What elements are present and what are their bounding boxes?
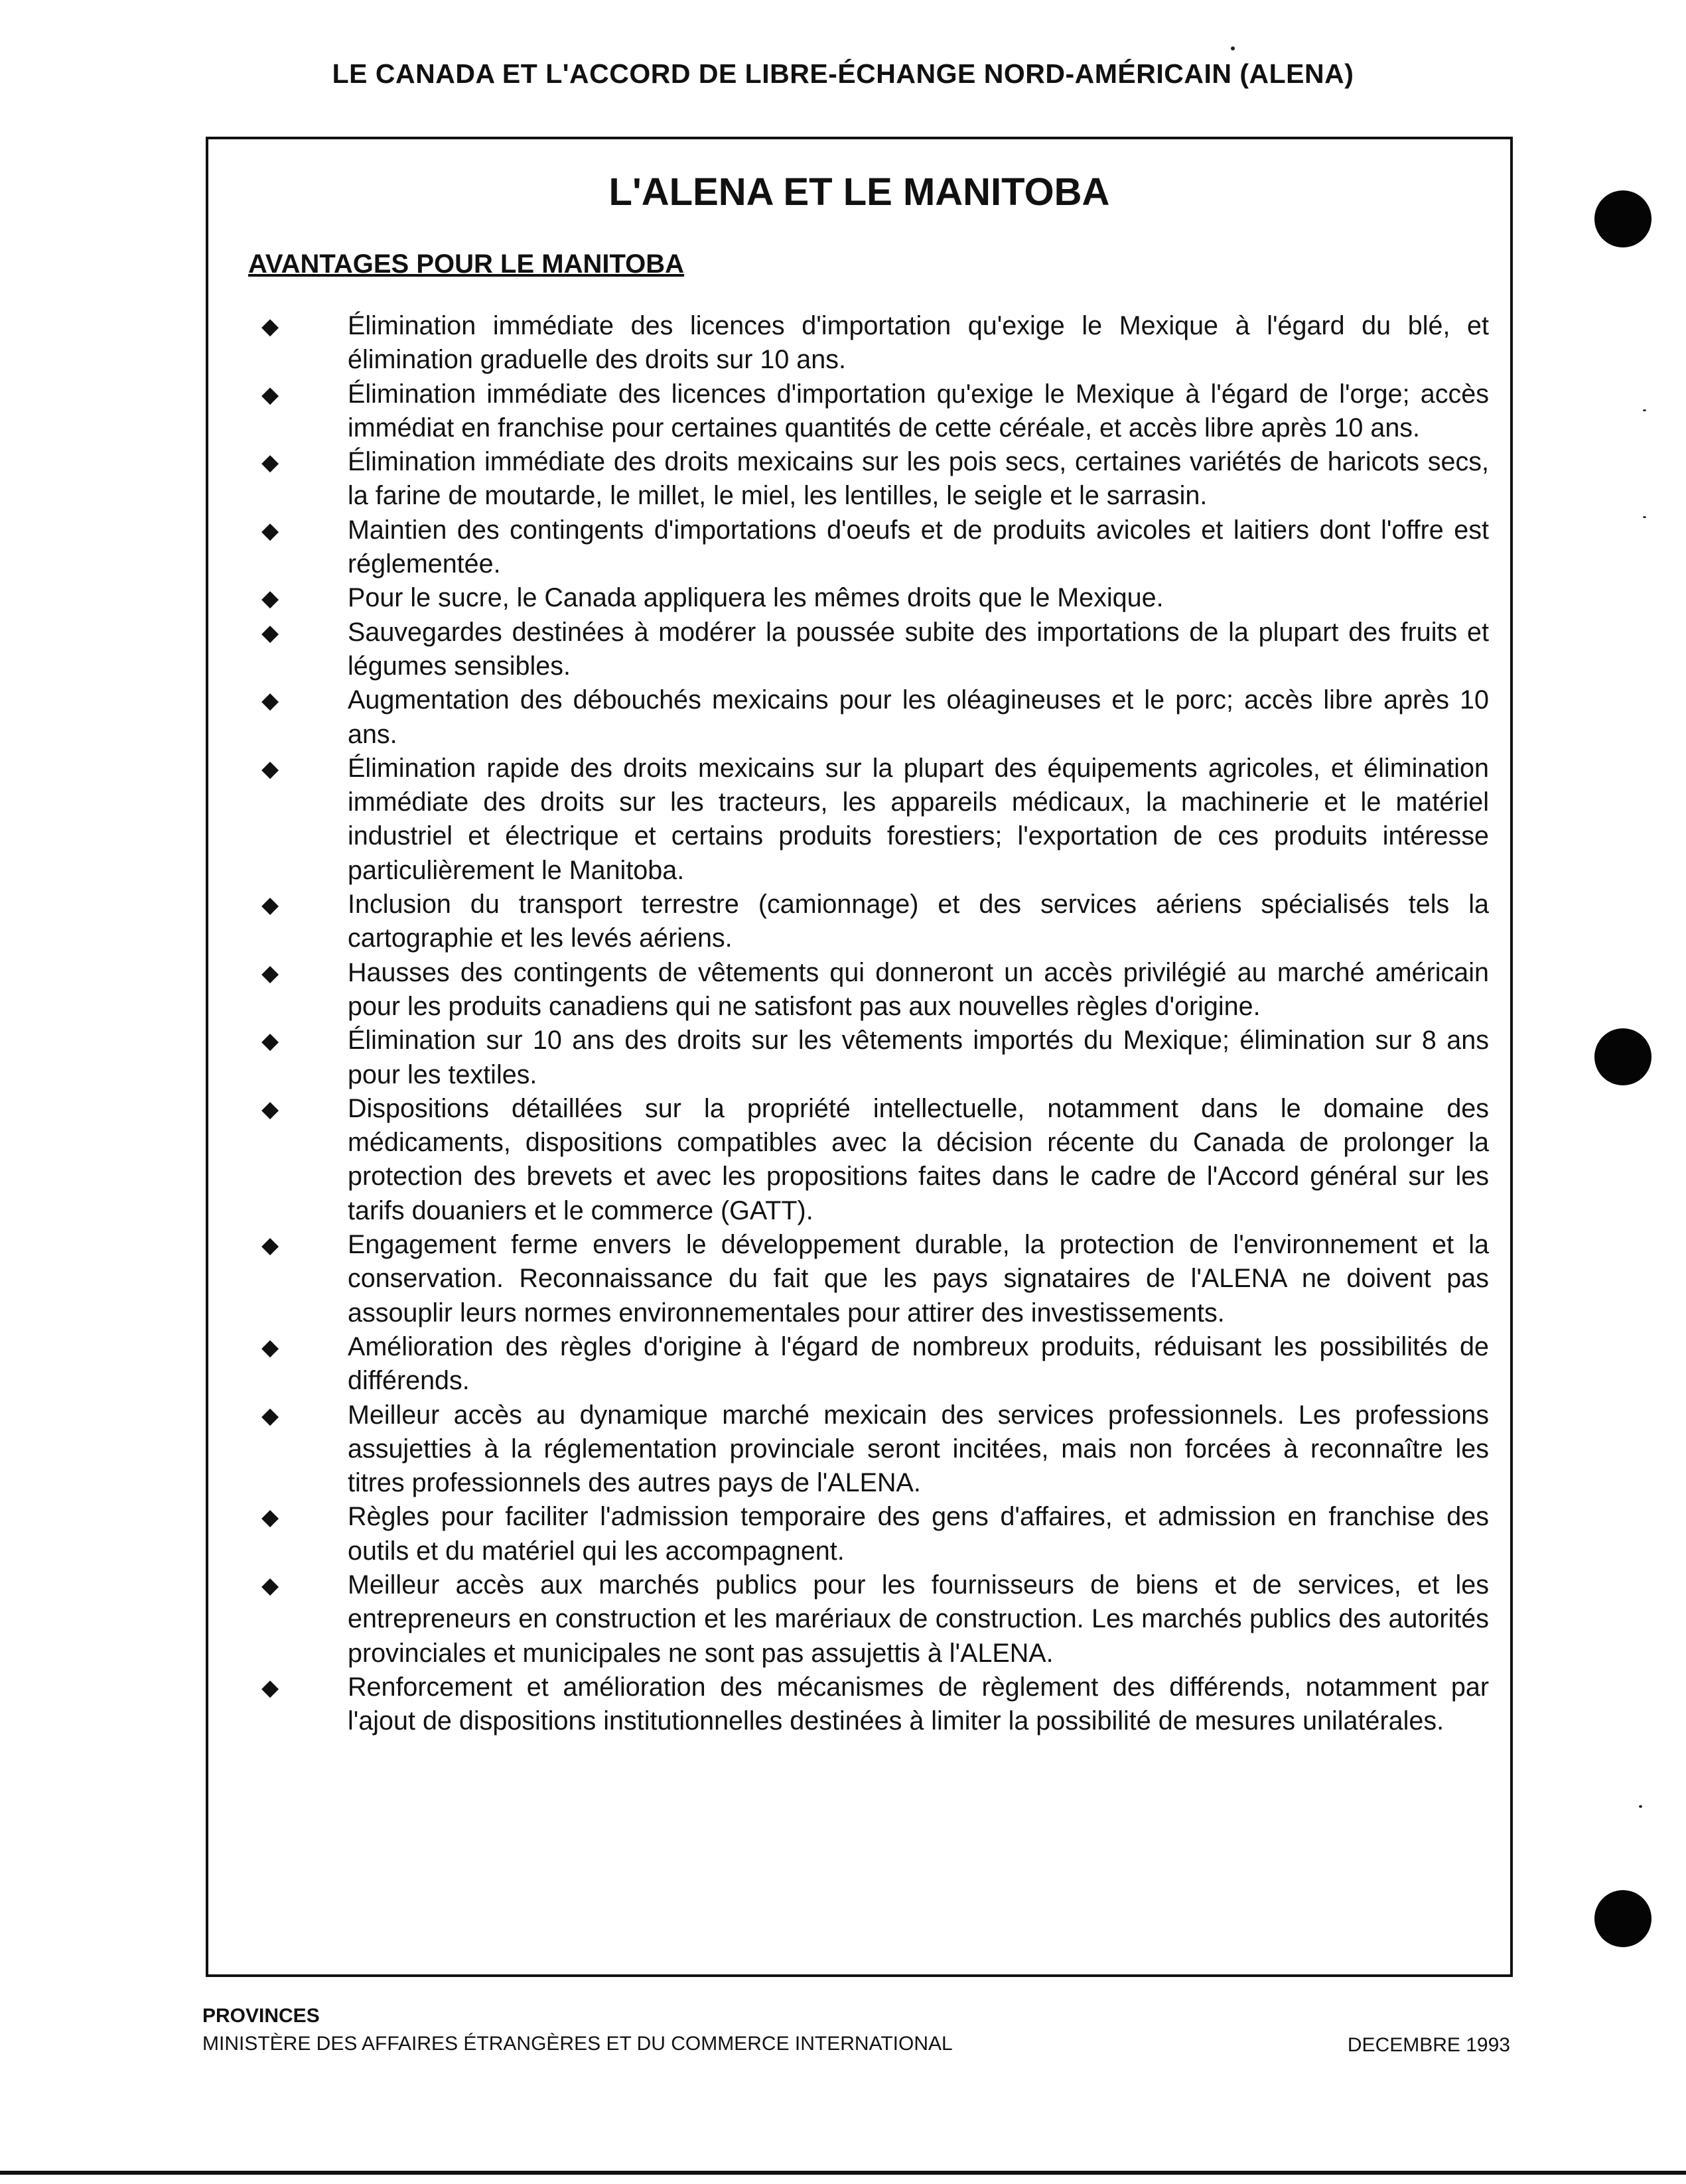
diamond-bullet-icon: ◆ xyxy=(261,687,279,715)
diamond-bullet-icon: ◆ xyxy=(261,1095,279,1123)
list-item xyxy=(248,1399,1489,1501)
list-item xyxy=(248,309,1489,377)
list-item-text: Élimination sur 10 ans des droits sur les vêtements importés du Mexique; élimination sur 8 ans pour les textiles. xyxy=(348,1026,1489,1089)
list-item-text: Règles pour faciliter l'admission temporaire des gens d'affaires, et admission en franchise des outils et du matériel qui les accompagnent. xyxy=(348,1502,1489,1566)
diamond-bullet-icon: ◆ xyxy=(261,755,279,782)
diamond-bullet-icon: ◆ xyxy=(261,619,279,646)
punch-hole-top xyxy=(1594,190,1651,247)
list-item xyxy=(248,1568,1489,1671)
list-item xyxy=(248,1671,1489,1739)
diamond-bullet-icon: ◆ xyxy=(261,585,279,612)
punch-hole-middle xyxy=(1594,1028,1651,1085)
list-item-text: Dispositions détaillées sur la propriété intellectuelle, notamment dans le domaine des médicaments, dispositions compatibles avec la décision récente du Canada de prolonger la protection des brevets et avec les propositions faites dans le cadre de l'Accord général sur les tarifs douaniers et le commerce (GATT). xyxy=(348,1093,1489,1225)
list-item xyxy=(248,445,1489,513)
list-item-text: Inclusion du transport terrestre (camionnage) et des services aériens spécialisés tels la cartographie et les levés aériens. xyxy=(348,890,1489,953)
list-item-text: Amélioration des règles d'origine à l'égard de nombreux produits, réduisant les possibilités de différends. xyxy=(348,1331,1489,1396)
list-item-text: Pour le sucre, le Canada appliquera les mêmes droits que le Mexique. xyxy=(348,583,1164,613)
bottom-rule xyxy=(0,2171,1686,2175)
scan-speck xyxy=(1643,409,1646,411)
scan-speck xyxy=(1643,516,1646,518)
list-item-text: Meilleur accès au dynamique marché mexicain des services professionnels. Les professions assujetties à la réglementation provinciale seront incitées, mais non forcées à reconnaître les titres professionnels des autres pays de l'ALENA. xyxy=(348,1400,1489,1498)
list-item-text: Élimination immédiate des licences d'importation qu'exige le Mexique à l'égard de l'orge; accès immédiat en franchise pour certaines quantités de cette céréale, et accès libre après 10 ans. xyxy=(348,379,1489,443)
list-item-text: Renforcement et amélioration des mécanismes de règlement des différends, notamment par l'ajout de dispositions institutionnelles destinées à limiter la possibilité de mesures unilatérales. xyxy=(348,1672,1489,1736)
list-item-text: Sauvegardes destinées à modérer la poussée subite des importations de la plupart des fruits et légumes sensibles. xyxy=(348,617,1489,681)
list-item xyxy=(248,1024,1489,1092)
scan-speck xyxy=(1639,1805,1642,1808)
footer-date: DECEMBRE 1993 xyxy=(1347,2034,1510,2056)
list-item-text: Augmentation des débouchés mexicains pour les oléagineuses et le porc; accès libre après 10 ans. xyxy=(348,685,1489,749)
diamond-bullet-icon: ◆ xyxy=(261,1504,279,1531)
diamond-bullet-icon: ◆ xyxy=(261,1674,279,1701)
scan-speck xyxy=(1231,46,1235,50)
page-header-title: LE CANADA ET L'ACCORD DE LIBRE-ÉCHANGE NORD-AMÉRICAIN (ALENA) xyxy=(332,58,1354,89)
list-item xyxy=(248,1330,1489,1399)
diamond-bullet-icon: ◆ xyxy=(261,1232,279,1259)
list-item xyxy=(248,888,1489,956)
diamond-bullet-icon: ◆ xyxy=(261,1333,279,1361)
list-item xyxy=(248,1500,1489,1568)
list-item xyxy=(248,616,1489,684)
diamond-bullet-icon: ◆ xyxy=(261,1402,279,1429)
diamond-bullet-icon: ◆ xyxy=(261,313,279,340)
punch-hole-bottom xyxy=(1594,1890,1651,1947)
list-item-text: Maintien des contingents d'importations d'oeufs et de produits avicoles et laitiers dont l'offre est réglementée. xyxy=(348,515,1489,579)
diamond-bullet-icon: ◆ xyxy=(261,381,279,408)
list-item xyxy=(248,377,1489,446)
box-title: L'ALENA ET LE MANITOBA xyxy=(608,171,1110,214)
list-item-text: Hausses des contingents de vêtements qui donneront un accès privilégié au marché américain pour les produits canadiens qui ne satisfont pas aux nouvelles règles d'origine. xyxy=(348,957,1489,1021)
list-item-text: Engagement ferme envers le développement durable, la protection de l'environnement et la conservation. Reconnaissance du fait que les pays signataires de l'ALENA ne doivent pas assouplir leurs normes environnementales pour attirer des investissements. xyxy=(348,1230,1489,1328)
list-item-text: Élimination immédiate des droits mexicains sur les pois secs, certaines variétés de haricots secs, la farine de moutarde, le millet, le miel, les lentilles, le seigle et le sarrasin. xyxy=(348,447,1489,511)
diamond-bullet-icon: ◆ xyxy=(261,959,279,987)
footer-ministry: MINISTÈRE DES AFFAIRES ÉTRANGÈRES ET DU COMMERCE INTERNATIONAL xyxy=(202,2033,953,2055)
diamond-bullet-icon: ◆ xyxy=(261,1572,279,1599)
list-item xyxy=(248,683,1489,752)
bullet-list xyxy=(248,309,1489,1738)
list-item xyxy=(248,752,1489,888)
content-box xyxy=(206,137,1513,1977)
list-item xyxy=(248,956,1489,1024)
section-heading: AVANTAGES POUR LE MANITOBA xyxy=(248,249,685,279)
list-item xyxy=(248,513,1489,582)
diamond-bullet-icon: ◆ xyxy=(261,449,279,476)
diamond-bullet-icon: ◆ xyxy=(261,892,279,919)
list-item xyxy=(248,581,1489,615)
list-item xyxy=(248,1228,1489,1330)
diamond-bullet-icon: ◆ xyxy=(261,1028,279,1055)
list-item-text: Élimination rapide des droits mexicains sur la plupart des équipements agricoles, et élimination immédiate des droits sur les tracteurs, les appareils médicaux, la machinerie et le matériel industriel et électrique et certains produits forestiers; l'exportation de ces produits intéresse particulièrement le Manitoba. xyxy=(348,753,1489,885)
list-item-text: Élimination immédiate des licences d'importation qu'exige le Mexique à l'égard du blé, et élimination graduelle des droits sur 10 ans. xyxy=(348,311,1489,375)
footer-org: PROVINCES xyxy=(202,2005,320,2027)
list-item xyxy=(248,1092,1489,1228)
diamond-bullet-icon: ◆ xyxy=(261,517,279,544)
list-item-text: Meilleur accès aux marchés publics pour les fournisseurs de biens et de services, et les entrepreneurs en construction et les marériaux de construction. Les marchés publics des autorités provinciales et municipales ne sont pas assujettis à l'ALENA. xyxy=(348,1570,1489,1668)
